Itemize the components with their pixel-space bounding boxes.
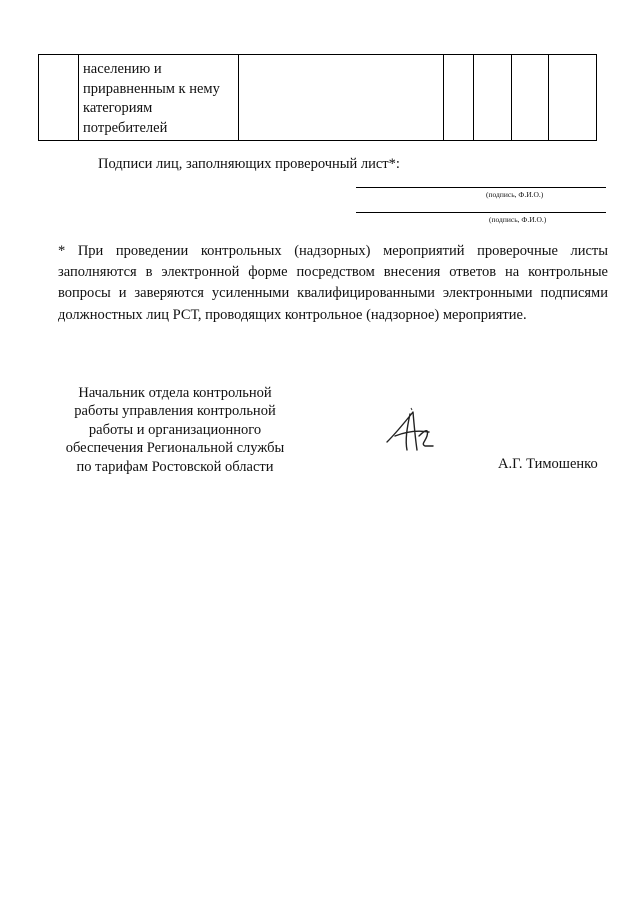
handwritten-signature bbox=[383, 406, 439, 458]
table-row bbox=[39, 55, 597, 141]
position-line: работы управления контрольной bbox=[74, 403, 276, 420]
table-cell-answer-yes bbox=[444, 55, 474, 141]
table-cell-number bbox=[39, 55, 79, 141]
checklist-table-fragment bbox=[38, 54, 597, 141]
table-cell-legal-reference bbox=[239, 55, 444, 141]
table-cell-note bbox=[549, 55, 597, 141]
signatures-heading: Подписи лиц, заполняющих проверочный лист*: bbox=[98, 156, 400, 172]
footnote: * При проведении контрольных (надзорных) мероприятий проверочные листы заполняются в электронной форме посредством внесения ответов на контрольные вопросы и заверяются усиленными квалифицированными электронными подписями должностных лиц РСТ, проводящих контрольное (надзорное) мероприятие. bbox=[58, 243, 608, 323]
requirement-line: категориям bbox=[83, 100, 153, 117]
requirement-line: потребителей bbox=[83, 119, 168, 136]
signature-line-2 bbox=[356, 212, 606, 213]
requirement-line: населению и bbox=[83, 61, 162, 77]
signer-name: А.Г. Тимошенко bbox=[498, 456, 598, 472]
signature-caption-1: (подпись, Ф.И.О.) bbox=[486, 190, 544, 199]
position-line: работы и организационного bbox=[88, 421, 262, 438]
table-cell-requirement bbox=[79, 55, 239, 141]
requirement-line: приравненным к нему bbox=[83, 80, 220, 97]
signer-position bbox=[52, 384, 298, 476]
position-line: по тарифам Ростовской области bbox=[76, 458, 274, 475]
signature-line-1 bbox=[356, 187, 606, 188]
position-line: обеспечения Региональной службы bbox=[65, 440, 285, 457]
table-cell-answer-na bbox=[512, 55, 549, 141]
signature-caption-2: (подпись, Ф.И.О.) bbox=[489, 215, 547, 224]
table-cell-answer-no bbox=[474, 55, 512, 141]
position-line: Начальник отдела контрольной bbox=[78, 385, 272, 401]
